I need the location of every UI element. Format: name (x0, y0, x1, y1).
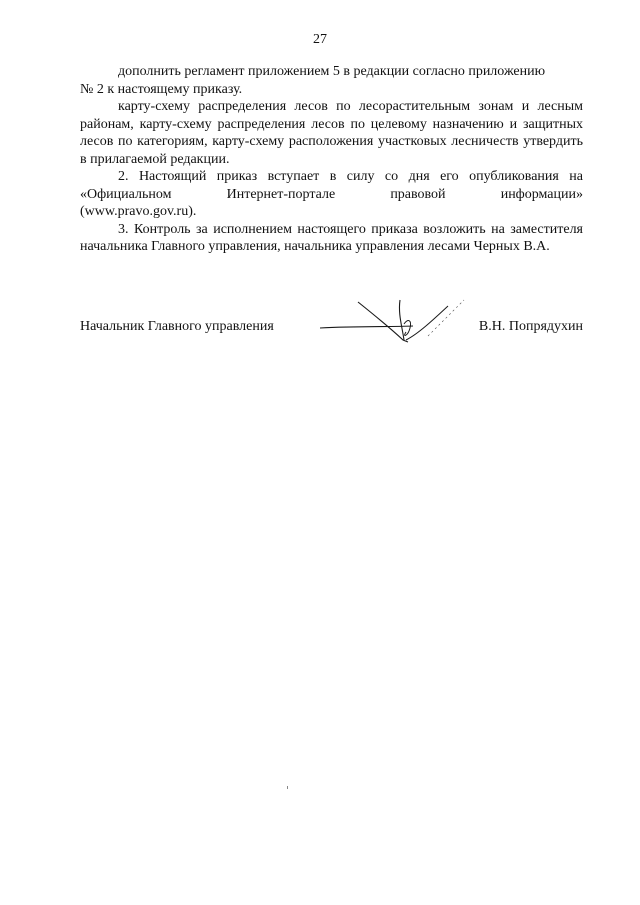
paragraph-control: 3. Контроль за исполнением настоящего приказа возложить на заместителя начальника Главного управления, начальника управления лесами Черных В.А. (80, 221, 583, 254)
paragraph-effective-date (80, 168, 583, 221)
scan-speck (287, 786, 288, 789)
signatory-title: Начальник Главного управления (80, 319, 274, 334)
document-body (80, 63, 583, 256)
paragraph-line: (www.pravo.gov.ru). (80, 204, 197, 219)
signatory-name: В.Н. Попрядухин (478, 319, 583, 334)
paragraph-line: № 2 к настоящему приказу. (80, 81, 243, 97)
paragraph-maps-approval: карту-схему распределения лесов по лесорастительным зонам и лесным районам, карту-схему распределения лесов по целевому назначению и защитных лесов по категориям, карту-схему расположения участковых лесничеств утвердить в прилагаемой редакции. (80, 99, 583, 167)
paragraph-line: 2. Настоящий приказ вступает в силу со дня его опубликования на (118, 169, 583, 184)
page-number: 27 (313, 32, 327, 47)
paragraph-line: дополнить регламент приложением 5 в редакции согласно приложению (118, 64, 546, 79)
handwritten-signature (318, 296, 468, 356)
paragraph-line: «Официальном Интернет-портале правовой информации» (80, 186, 583, 202)
paragraph-supplement-regulation (80, 63, 583, 98)
